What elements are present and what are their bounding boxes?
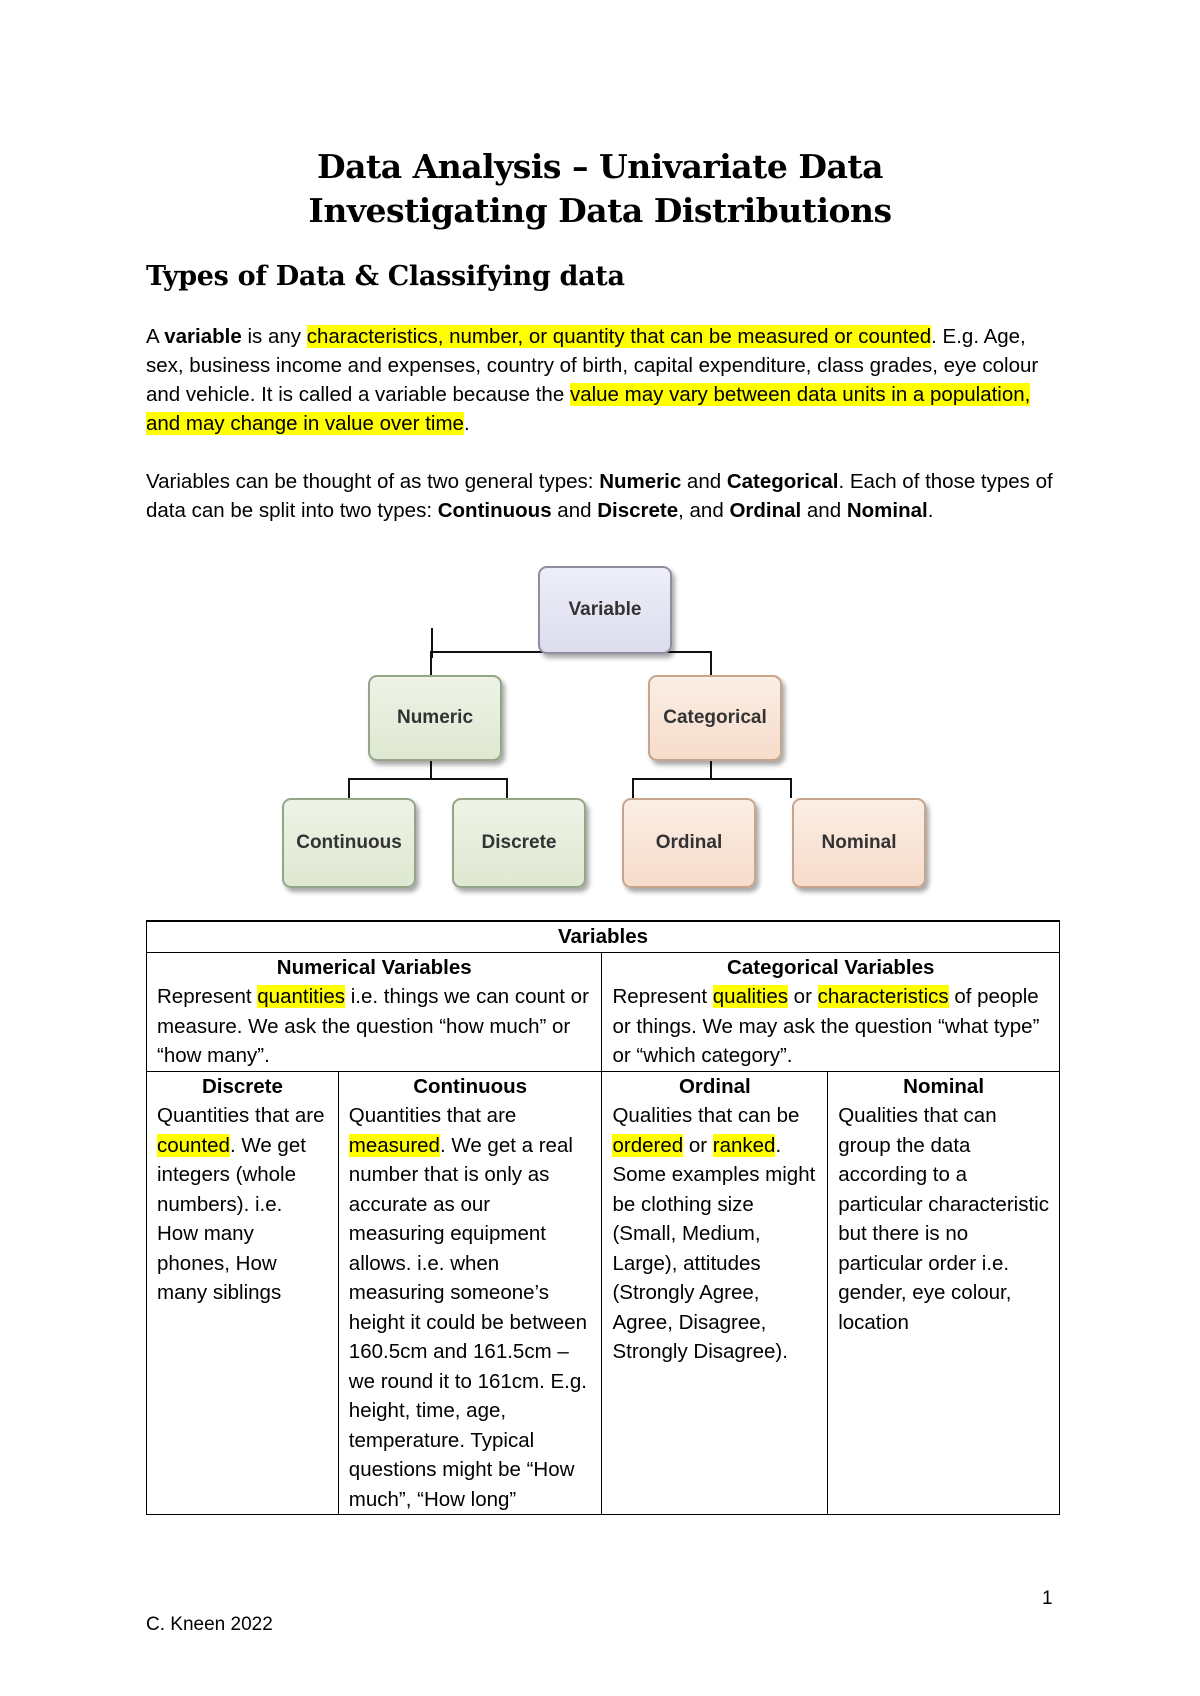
cell-title: Discrete xyxy=(201,1074,283,1098)
diagram-node-numeric: Numeric xyxy=(368,675,502,761)
ordinal-cell: Ordinal Qualities that can be ordered or ranked. Some examples might be clothing size (Small, Medium, Large), attitudes (Strongly Agree, Agree, Disagree, Strongly Disagree). xyxy=(602,1071,828,1515)
highlight-variation: value may vary between data units in a population, and may change in value over time xyxy=(146,383,1031,435)
section-heading: Types of Data & Classifying data xyxy=(146,261,625,292)
connector-line xyxy=(632,778,634,798)
footer-author: C. Kneen 2022 xyxy=(146,1614,273,1635)
continuous-cell: Continuous Quantities that are measured. We get a real number that is only as accurate as our measuring equipment allows. i.e. when measuring someone’s height it could be between 160.5cm and 161.5cm – we round it to 161cm. E.g. height, time, age, temperature. Typical questions might be “How much”, “How long” xyxy=(338,1071,602,1515)
cell-title: Categorical Variables xyxy=(727,955,935,979)
connector-line xyxy=(506,778,508,798)
cell-title: Ordinal xyxy=(678,1074,751,1098)
diagram-node-nominal: Nominal xyxy=(792,798,926,888)
diagram-node-variable: Variable xyxy=(538,566,672,654)
variable-hierarchy-diagram xyxy=(270,560,950,912)
connector-line xyxy=(710,651,712,675)
diagram-node-discrete: Discrete xyxy=(452,798,586,888)
variables-table xyxy=(146,920,1060,1515)
intro-paragraph: A variable is any characteristics, number, or quantity that can be measured or counted. E.g. Age, sex, business income and expenses, country of birth, capital expenditure, class grades, eye colour and vehicle. It is called a variable because the value may vary between data units in a population, and may change in value over time. xyxy=(146,325,1039,435)
document-title xyxy=(0,145,1200,233)
types-paragraph: Variables can be thought of as two general types: Numeric and Categorical. Each of those types of data can be split into two types: Continuous and Discrete, and Ordinal and Nominal. xyxy=(146,470,1053,522)
connector-line xyxy=(632,778,792,780)
highlight-definition: characteristics, number, or quantity that can be measured or counted xyxy=(306,325,932,348)
numerical-variables-cell: Numerical Variables Represent quantities i.e. things we can count or measure. We ask the question “how much” or “how many”. xyxy=(147,952,602,1071)
cell-title: Numerical Variables xyxy=(276,955,472,979)
title-line-2: Investigating Data Distributions xyxy=(308,191,892,230)
categorical-variables-cell: Categorical Variables Represent qualities or characteristics of people or things. We may ask the question “what type” or “which category”. xyxy=(602,952,1060,1071)
connector-line xyxy=(348,778,508,780)
diagram-node-ordinal: Ordinal xyxy=(622,798,756,888)
connector-line xyxy=(790,778,792,798)
cell-title: Nominal xyxy=(903,1074,985,1098)
cell-title: Continuous xyxy=(413,1074,528,1098)
diagram-node-continuous: Continuous xyxy=(282,798,416,888)
page-number: 1 xyxy=(1042,1588,1053,1609)
variable-term: variable xyxy=(164,325,242,348)
diagram-node-categorical: Categorical xyxy=(648,675,782,761)
table-row xyxy=(147,1071,1060,1515)
table-header: Variables xyxy=(147,921,1060,952)
table-row xyxy=(147,952,1060,1071)
connector-line xyxy=(348,778,350,798)
table-row xyxy=(147,921,1060,952)
title-line-1: Data Analysis – Univariate Data xyxy=(317,147,883,186)
nominal-cell: Nominal Qualities that can group the data according to a particular characteristic but there is no particular order i.e. gender, eye colour, location xyxy=(828,1071,1060,1515)
discrete-cell: Discrete Quantities that are counted. We get integers (whole numbers). i.e. How many phones, How many siblings xyxy=(147,1071,339,1515)
connector-line xyxy=(430,651,432,675)
